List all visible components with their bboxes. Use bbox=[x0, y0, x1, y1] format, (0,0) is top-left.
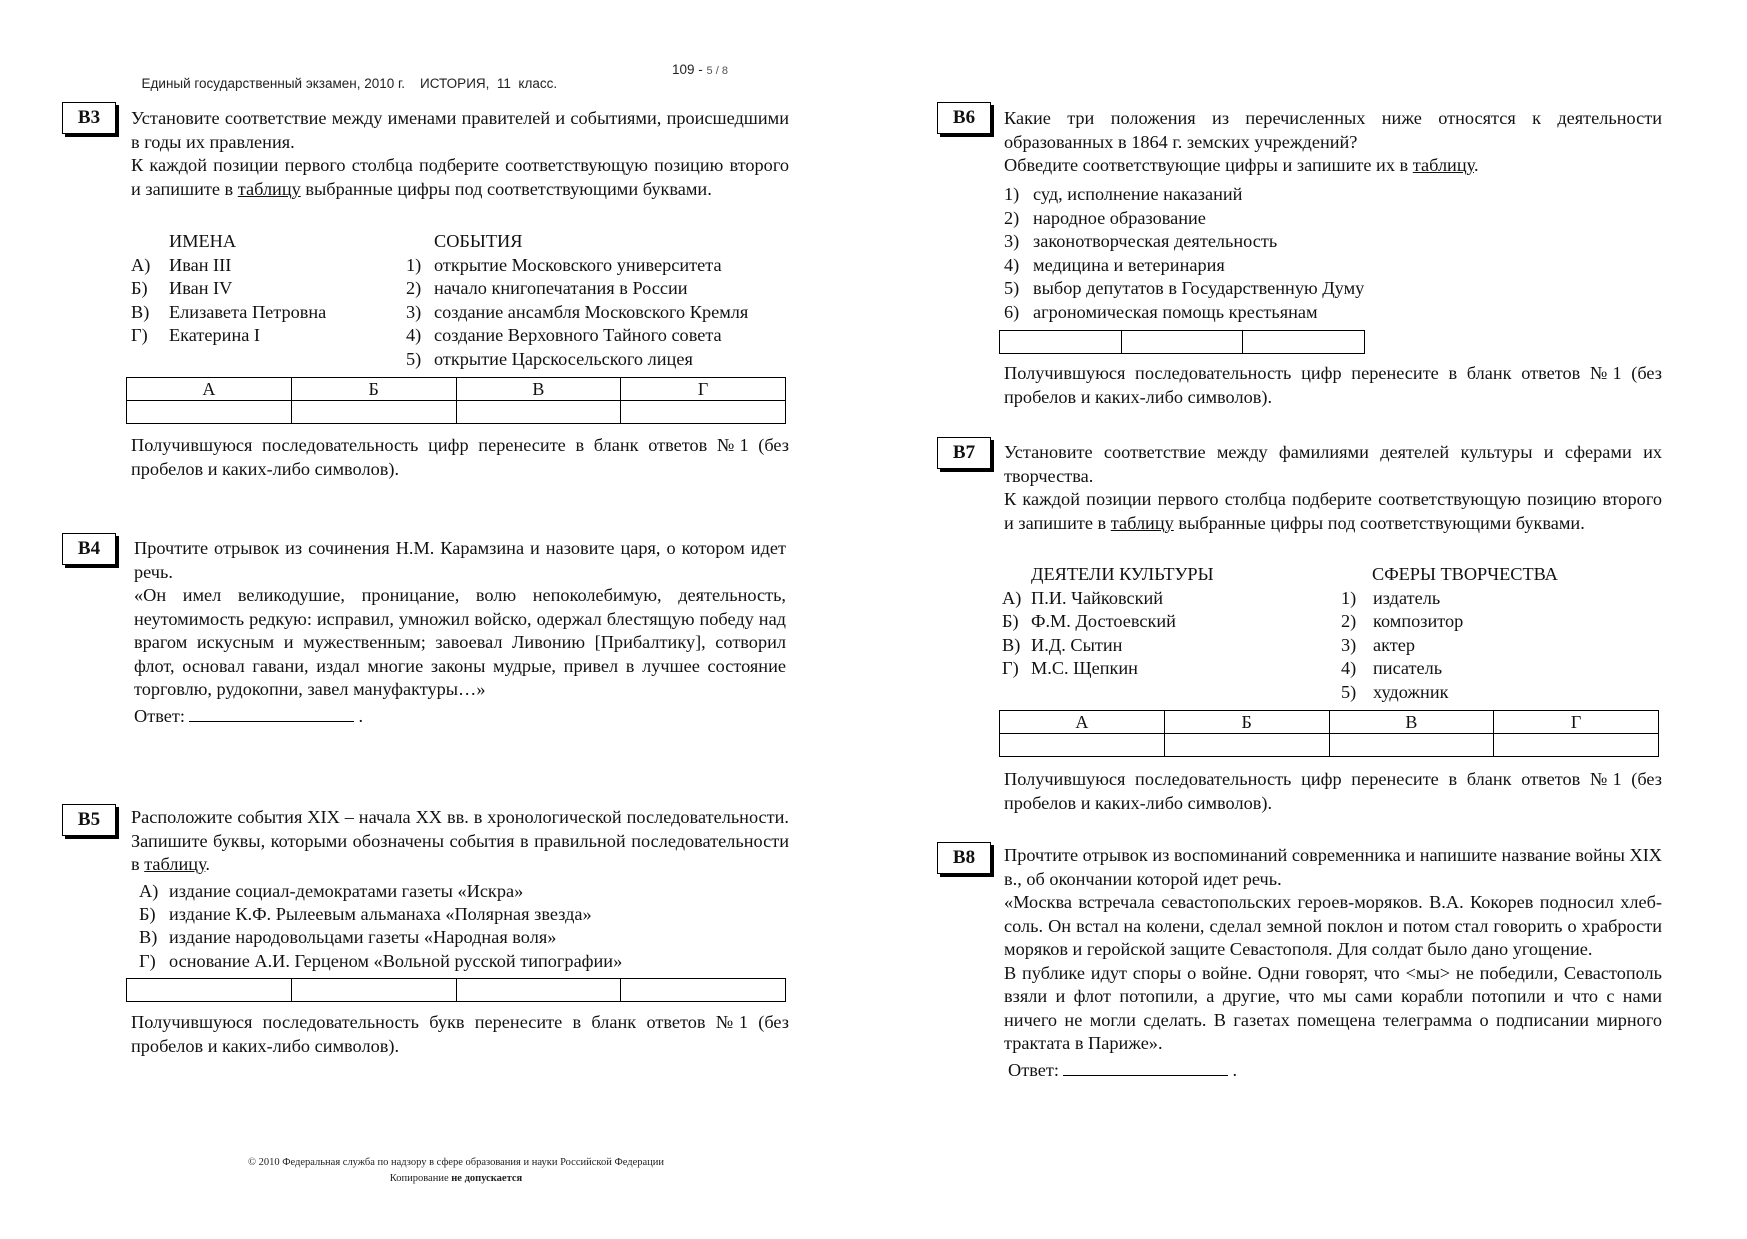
b7-left-heading: ДЕЯТЕЛИ КУЛЬТУРЫ bbox=[1031, 564, 1214, 584]
table-header-cell: В bbox=[1329, 711, 1494, 734]
b3-event-item: 3) создание ансамбля Московского Кремля bbox=[406, 302, 749, 322]
b6-answer-table bbox=[999, 330, 1365, 354]
b6-option-item: 1) суд, исполнение наказаний bbox=[1004, 184, 1243, 204]
exam-title: Единый государственный экзамен, 2010 г. ИСТОРИЯ, 11 класс. bbox=[141, 76, 558, 91]
b3-name-item: Б) Иван IV bbox=[131, 278, 233, 298]
table-header-cell: В bbox=[456, 378, 621, 401]
page-number: 109 - 5 / 8 bbox=[672, 62, 728, 77]
b7-sphere-item: 3) актер bbox=[1341, 635, 1415, 655]
answer-field[interactable] bbox=[189, 704, 354, 722]
task-label-b8: В8 bbox=[937, 842, 991, 874]
b5-event-item: Б) издание К.Ф. Рылеевым альманаха «Полярная звезда» bbox=[139, 904, 592, 924]
b6-option-item: 2) народное образование bbox=[1004, 208, 1206, 228]
task-b5-text bbox=[131, 806, 789, 877]
answer-cell[interactable] bbox=[1329, 734, 1494, 757]
table-link: таблицу bbox=[1110, 512, 1174, 533]
b3-event-item: 4) создание Верховного Тайного совета bbox=[406, 325, 722, 345]
b3-name-item: А) Иван III bbox=[131, 255, 232, 275]
task-b3-intro bbox=[131, 107, 789, 201]
b6-option-item: 3) законотворческая деятельность bbox=[1004, 231, 1278, 251]
answer-cell[interactable] bbox=[1494, 734, 1659, 757]
task-b7-instruction-2: К каждой позиции первого столбца подберите соответствующую позицию второго и запишите в таблицу выбранные цифры под соответствующими буквами. bbox=[1004, 489, 1662, 533]
b3-right-heading: СОБЫТИЯ bbox=[434, 231, 523, 251]
table-header-cell: А bbox=[1000, 711, 1165, 734]
b3-name-item: Г) Екатерина I bbox=[131, 325, 260, 345]
b3-note: Получившуюся последовательность цифр перенесите в бланк ответов №1 (без пробелов и каких-либо символов). bbox=[131, 435, 789, 479]
task-b6-instruction: Какие три положения из перечисленных ниже относятся к деятельности образованных в 1864 г. земских учреждений? bbox=[1004, 108, 1662, 152]
b7-sphere-item: 2) композитор bbox=[1341, 611, 1464, 631]
page-header bbox=[134, 61, 728, 106]
b7-person-item: Г) М.С. Щепкин bbox=[1002, 658, 1138, 678]
table-link: таблицу bbox=[237, 178, 301, 199]
b7-sphere-item: 5) художник bbox=[1341, 682, 1449, 702]
task-b8-instruction: Прочтите отрывок из воспоминаний современника и напишите название войны XIX в., об окончании которой идет речь. bbox=[1004, 845, 1662, 889]
task-b7-text bbox=[1004, 441, 1662, 535]
answer-cell[interactable] bbox=[1243, 331, 1365, 354]
table-header-cell: Б bbox=[291, 378, 456, 401]
task-b4-quote: «Он имел великодушие, проницание, волю непоколебимую, деятельность, неутомимость редкую: исправил, умножил войско, одержал блестящую победу над врагом искусным и мужественным; завоевал Ливонию [Прибалтику], сотворил флот, основал гавани, издал многие законы мудрые, привел в лучшее состояние торговлю, рудокопни, завел мануфактуры…» bbox=[134, 585, 786, 699]
b3-event-item: 1) открытие Московского университета bbox=[406, 255, 722, 275]
b7-person-item: Б) Ф.М. Достоевский bbox=[1002, 611, 1176, 631]
task-label-b7: В7 bbox=[937, 437, 991, 469]
task-label-b6: В6 bbox=[937, 102, 991, 134]
task-b7-instruction: Установите соответствие между фамилиями деятелей культуры и сферами их творчества. bbox=[1004, 442, 1662, 486]
b7-person-item: А) П.И. Чайковский bbox=[1002, 588, 1164, 608]
b6-option-item: 4) медицина и ветеринария bbox=[1004, 255, 1225, 275]
answer-cell[interactable] bbox=[1164, 734, 1329, 757]
b3-name-item: В) Елизавета Петровна bbox=[131, 302, 327, 322]
b7-right-heading: СФЕРЫ ТВОРЧЕСТВА bbox=[1372, 564, 1558, 584]
answer-field[interactable] bbox=[1063, 1058, 1228, 1076]
answer-cell[interactable] bbox=[1121, 331, 1243, 354]
answer-cell[interactable] bbox=[1000, 331, 1122, 354]
page-footer bbox=[186, 1155, 726, 1187]
answer-cell[interactable] bbox=[621, 979, 786, 1002]
answer-cell[interactable] bbox=[291, 401, 456, 424]
task-label-b5: В5 bbox=[62, 804, 116, 836]
b5-event-item: В) издание народовольцами газеты «Народная воля» bbox=[139, 927, 557, 947]
task-b8-quote-1: «Москва встречала севастопольских героев-моряков. В.А. Кокорев подносил хлеб-соль. Он встал на колени, сделал земной поклон и потом стал говорить о храбрости моряков и геройской защите Севастополя. Для солдат было дано угощение. bbox=[1004, 892, 1662, 959]
table-header-cell: Б bbox=[1164, 711, 1329, 734]
b7-note: Получившуюся последовательность цифр перенесите в бланк ответов №1 (без пробелов и каких-либо символов). bbox=[1004, 769, 1662, 813]
b5-answer-table bbox=[126, 978, 786, 1002]
answer-cell[interactable] bbox=[291, 979, 456, 1002]
copyright-line: © 2010 Федеральная служба по надзору в сфере образования и науки Российской Федерации bbox=[247, 1157, 665, 1168]
answer-cell[interactable] bbox=[127, 401, 292, 424]
b3-event-item: 2) начало книгопечатания в России bbox=[406, 278, 688, 298]
answer-cell[interactable] bbox=[456, 401, 621, 424]
b6-option-item: 5) выбор депутатов в Государственную Думу bbox=[1004, 278, 1365, 298]
table-header-cell: Г bbox=[621, 378, 786, 401]
task-b8-quote-2: В публике идут споры о войне. Одни говорят, что <мы> не победили, Севастополь взяли и флот потопили, а другие, что мы сами корабли потопили и что с нами ничего не могли сделать. В газетах помещена телеграмма о подписании мирного трактата в Париже». bbox=[1004, 962, 1662, 1053]
b4-answer-line: Ответ: . bbox=[134, 705, 364, 726]
task-b3-instruction-2: К каждой позиции первого столбца подберите соответствующую позицию второго и запишите в таблицу выбранные цифры под соответствующими буквами. bbox=[131, 155, 789, 199]
b8-answer-line: Ответ: . bbox=[1008, 1059, 1238, 1080]
b7-sphere-item: 4) писатель bbox=[1341, 658, 1443, 678]
b3-left-heading: ИМЕНА bbox=[169, 231, 237, 251]
b5-event-item: А) издание социал-демократами газеты «Искра» bbox=[139, 881, 524, 901]
answer-cell[interactable] bbox=[127, 979, 292, 1002]
b7-answer-table bbox=[999, 710, 1659, 757]
b6-note: Получившуюся последовательность цифр перенесите в бланк ответов №1 (без пробелов и каких-либо символов). bbox=[1004, 363, 1662, 407]
table-header-cell: А bbox=[127, 378, 292, 401]
b5-note: Получившуюся последовательность букв перенесите в бланк ответов №1 (без пробелов и каких-либо символов). bbox=[131, 1012, 789, 1056]
task-b6-text bbox=[1004, 107, 1662, 178]
table-link: таблицу bbox=[1412, 155, 1474, 175]
b3-answer-table bbox=[126, 377, 786, 424]
answer-cell[interactable] bbox=[456, 979, 621, 1002]
task-b4-text bbox=[134, 537, 786, 728]
table-header-cell: Г bbox=[1494, 711, 1659, 734]
answer-cell[interactable] bbox=[621, 401, 786, 424]
task-label-b3: В3 bbox=[62, 102, 116, 134]
b6-option-item: 6) агрономическая помощь крестьянам bbox=[1004, 302, 1318, 322]
b5-event-item: Г) основание А.И. Герценом «Вольной русской типографии» bbox=[139, 951, 623, 971]
task-b3-instruction: Установите соответствие между именами правителей и событиями, происшедшими в годы их правления. bbox=[131, 108, 789, 152]
task-label-b4: В4 bbox=[62, 533, 116, 565]
task-b6-instruction-2: Обведите соответствующие цифры и запишите их в таблицу. bbox=[1004, 155, 1479, 175]
table-link: таблицу bbox=[144, 854, 206, 874]
copy-notice: Копирование не допускается bbox=[389, 1173, 523, 1184]
task-b5-instruction: Расположите события XIX – начала XX вв. в хронологической последовательности. Запишите буквы, которыми обозначены события в правильной последовательности в таблицу. bbox=[131, 807, 789, 874]
task-b4-instruction: Прочтите отрывок из сочинения Н.М. Карамзина и назовите царя, о котором идет речь. bbox=[134, 538, 786, 582]
task-b8-text bbox=[1004, 844, 1662, 1082]
b7-person-item: В) И.Д. Сытин bbox=[1002, 635, 1123, 655]
b3-event-item: 5) открытие Царскосельского лицея bbox=[406, 349, 693, 369]
b7-sphere-item: 1) издатель bbox=[1341, 588, 1441, 608]
answer-cell[interactable] bbox=[1000, 734, 1165, 757]
